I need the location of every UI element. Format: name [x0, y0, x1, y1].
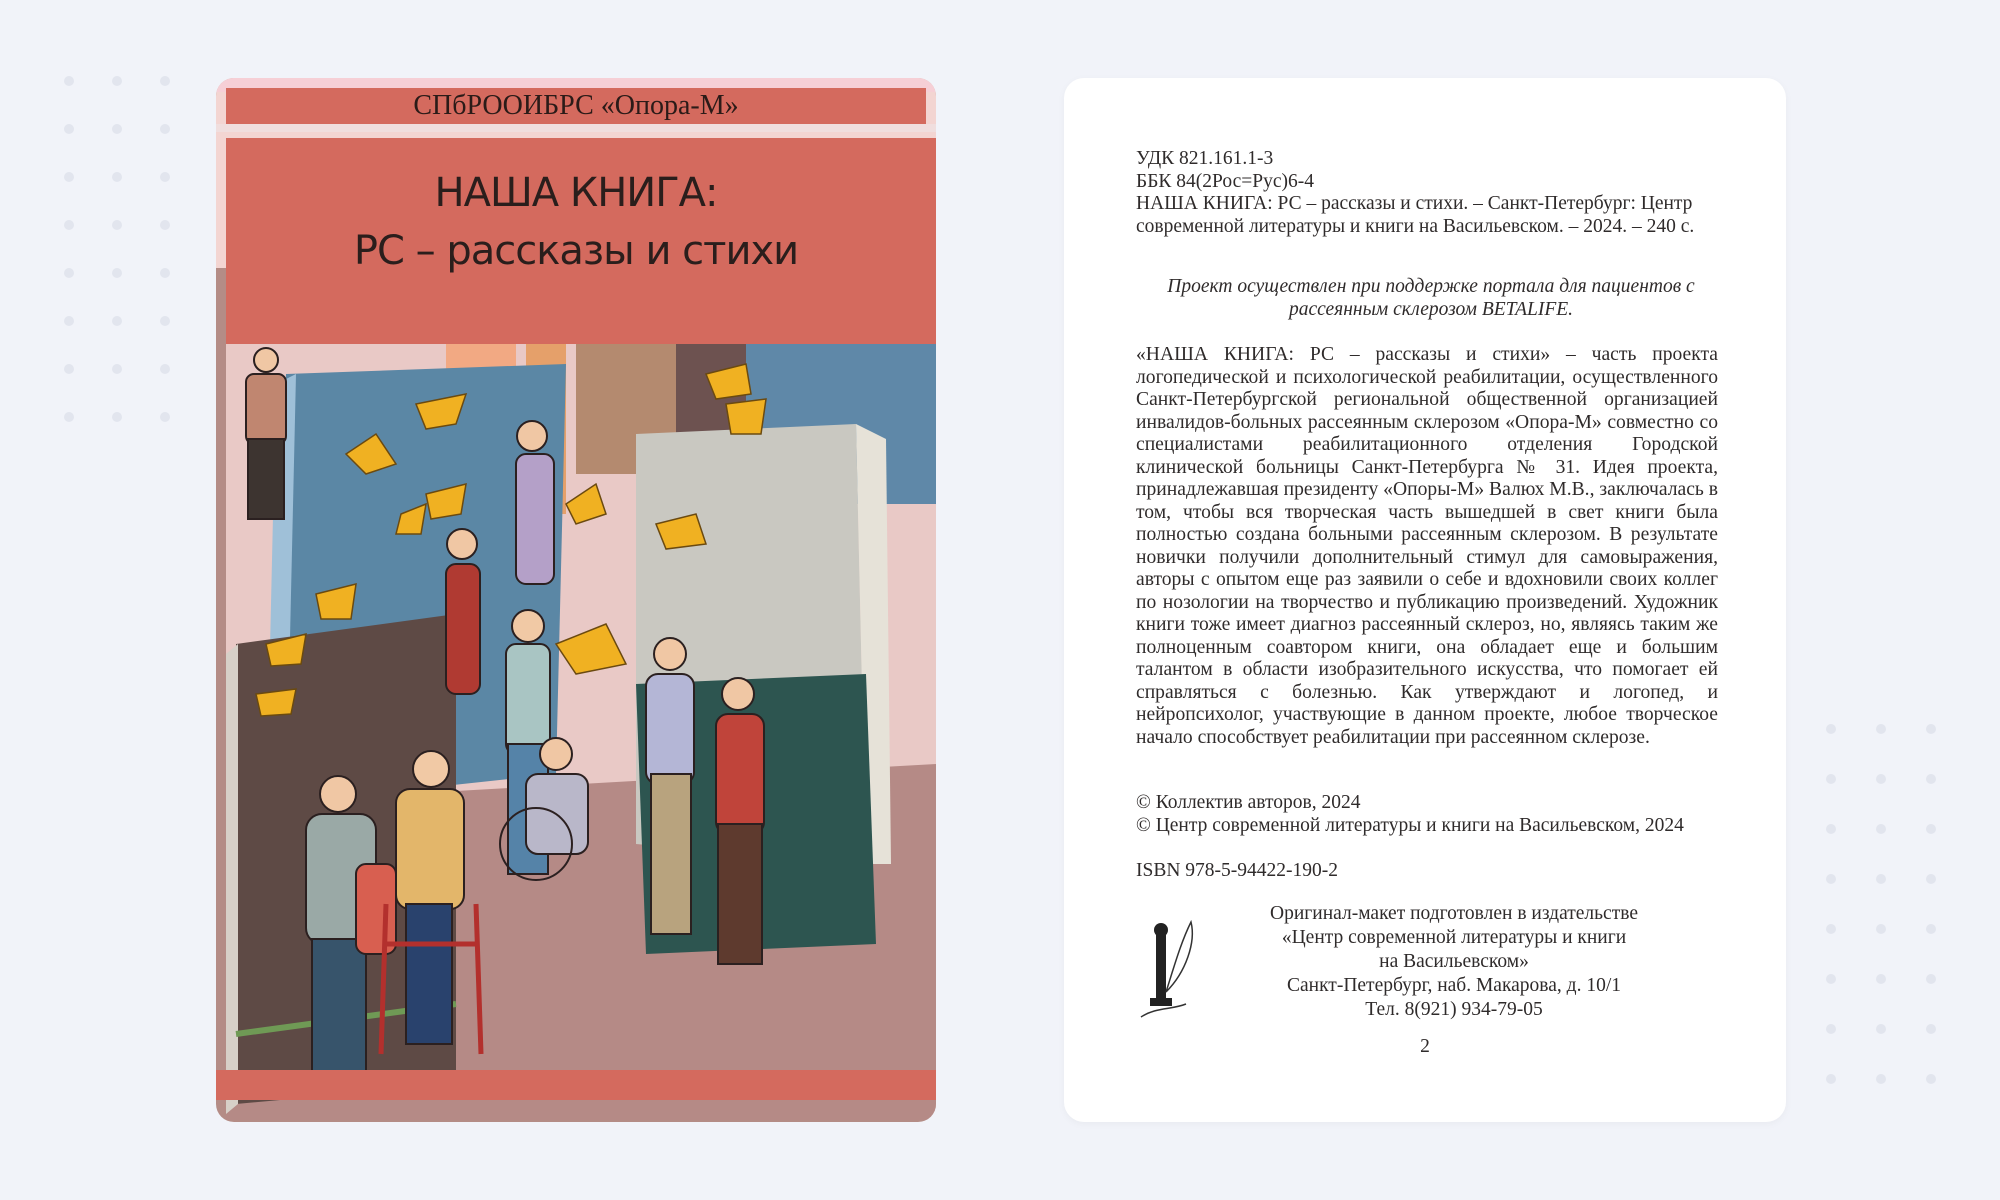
- publisher-line-2: «Центр современной литературы и книги: [1281, 927, 1627, 948]
- isbn: ISBN 978-5-94422-190-2: [1136, 860, 1339, 881]
- publisher-logo-icon: [1136, 912, 1202, 1022]
- cover-org-edge: [216, 124, 936, 132]
- bibliographic-block: [1136, 148, 1726, 238]
- publisher-address: Санкт-Петербург, наб. Макарова, д. 10/1: [1286, 975, 1621, 996]
- support-note: Проект осуществлен при поддержке портала для пациентов с рассеянным склерозом BETALIFE.: [1167, 276, 1695, 320]
- bbk-line: ББК 84(2Рос=Рус)6-4: [1136, 170, 1315, 192]
- cover-title-line2: РС – рассказы и стихи: [353, 228, 799, 274]
- bibliographic-line-1: НАША КНИГА: РС – рассказы и стихи. – Санкт-Петербург: Центр: [1136, 193, 1693, 214]
- copyright-publisher: © Центр современной литературы и книги на Васильевском, 2024: [1136, 814, 1684, 836]
- copyright-authors: © Коллектив авторов, 2024: [1136, 792, 1361, 813]
- decorative-dots-right: [1826, 724, 1936, 1084]
- decorative-dots-left: [64, 76, 170, 422]
- page-number: 2: [1420, 1036, 1430, 1057]
- copyright-block: [1136, 792, 1746, 837]
- bibliographic-line-2: современной литературы и книги на Васильевском. – 2024. – 240 с.: [1136, 215, 1695, 237]
- publisher-block: [1194, 902, 1714, 1022]
- publisher-line-1: Оригинал-макет подготовлен в издательстве: [1270, 903, 1638, 924]
- cover-organization: СПбРООИБРС «Опора-М»: [226, 88, 926, 124]
- cover-illustration: [226, 344, 936, 1120]
- imprint-page[interactable]: [1064, 78, 1786, 1122]
- publisher-phone: Тел. 8(921) 934-79-05: [1365, 999, 1543, 1020]
- book-cover-page[interactable]: [216, 78, 936, 1122]
- udk-line: УДК 821.161.1-3: [1136, 148, 1274, 169]
- publisher-line-3: на Васильевском»: [1379, 951, 1529, 972]
- cover-bottom-band: [216, 1070, 936, 1100]
- cover-title-line1: НАША КНИГА:: [434, 170, 718, 216]
- description-paragraph: «НАША КНИГА: РС – рассказы и стихи» – часть проекта логопедической и психологической реабилитации, осуществленного Санкт-Петербургской региональной общественной организацией инвалидов-больных рассеянным склерозом «Опора-М» совместно со специалистами реабилитационного отделения Городской клинической больницы Санкт-Петербурга № 31. Идея проекта, принадлежавшая президенту «Опоры-М» Валюх М.В., заключалась в том, чтобы вся творческая часть вышедшей в свет книги была полностью создана больными рассеянным склерозом. В результате новички получили дополнительный стимул для самовыражения, авторы с опытом еще раз заявили о себе и вдохновили своих коллег по нозологии на творчество и публикацию произведений. Художник книги тоже имеет диагноз рассеянный склероз, но, являясь таким же полноценным соавтором книги, она обладает еще и большим талантом в области изобразительного искусства, что помогает ей справляться с болезнью. Как утверждают и логопед, и нейропсихолог, участвующие в данном проекте, любое творческое начало способствует реабилитации при рассеянном склерозе.: [1136, 344, 1718, 748]
